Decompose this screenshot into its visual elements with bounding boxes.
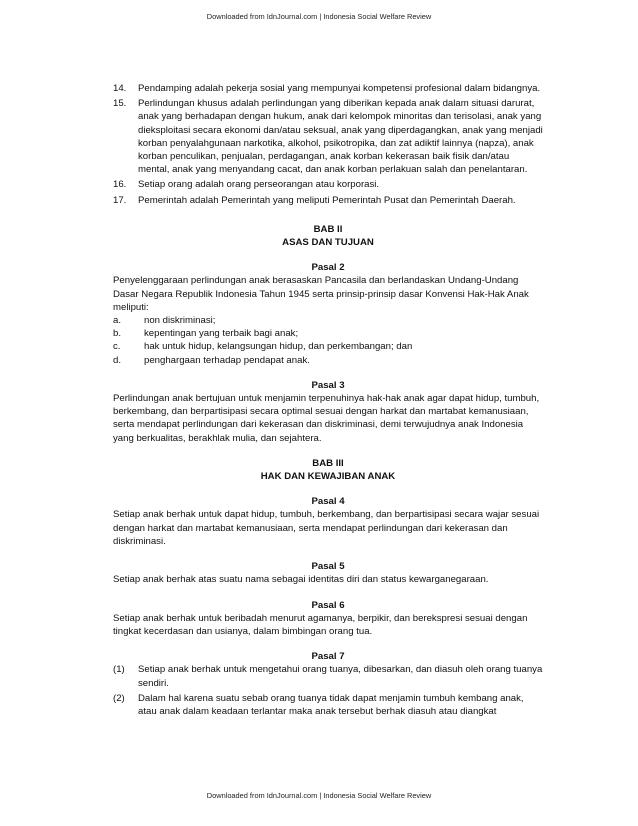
article-title: Pasal 6 — [311, 599, 345, 611]
article-title: Pasal 2 — [311, 262, 345, 274]
chapter-subtitle: ASAS DAN TUJUAN — [282, 237, 374, 249]
definition-text: Perlindungan khusus adalah perlindungan yang diberikan kepada anak dalam situasi darurat, anak yang berhadapan dengan hukum, anak dari kelompok minoritas dan terisolasi, anak yang dieksploitasi secara ekonomi dan/atau seksual, anak yang diperdagangkan, anak yang menjadi korban penyalahgunaan narkotika, alkohol, psikotropika, dan zat adiktif lainnya (napza), anak korban penculikan, penjualan, perdagangan, anak korban kekerasan baik fisik dan/atau mental, anak yang menyandang cacat, dan anak korban perlakuan salah dan penelantaran. — [138, 98, 543, 176]
definition-number: 15. — [113, 98, 127, 110]
definition-number: 16. — [113, 179, 127, 191]
clause-text: Setiap anak berhak untuk mengetahui orang tuanya, dibesarkan, dan diasuh oleh orang tuanya sendiri. — [138, 664, 543, 689]
article-text: Setiap anak berhak atas suatu nama sebagai identitas diri dan status kewarganegaraan. — [113, 574, 489, 586]
list-item-letter: d. — [113, 354, 122, 366]
definition-item — [113, 97, 543, 176]
definition-text: Setiap orang adalah orang perseorangan atau korporasi. — [138, 179, 380, 191]
page-footer: Downloaded from IdnJournal.com | Indonesia Social Welfare Review — [206, 791, 432, 800]
article-title: Pasal 5 — [311, 561, 345, 573]
article-title: Pasal 7 — [311, 651, 345, 663]
list-item — [113, 340, 543, 353]
article-text: Setiap anak berhak untuk beribadah menurut agamanya, berpikir, dan berekspresi sesuai dengan tingkat kecerdasan dan usianya, dalam bimbingan orang tua. — [113, 612, 528, 637]
list-item-letter: a. — [113, 315, 122, 327]
clause-text: Dalam hal karena suatu sebab orang tuanya tidak dapat menjamin tumbuh kembang anak, atau anak dalam keadaan terlantar maka anak tersebut berhak diasuh atau diangkat — [138, 692, 524, 717]
article-text: Penyelenggaraan perlindungan anak berasaskan Pancasila dan berlandaskan Undang-Undang Dasar Negara Republik Indonesia Tahun 1945 serta prinsip-prinsip dasar Konvensi Hak-Hak Anak meliputi: — [113, 275, 529, 313]
article-text: Setiap anak berhak untuk dapat hidup, tumbuh, berkembang, dan berpartisipasi secara wajar sesuai dengan harkat dan martabat kemanusiaan, serta mendapat perlindungan dari kekerasan dan diskriminasi. — [113, 509, 540, 547]
article-text: Perlindungan anak bertujuan untuk menjamin terpenuhinya hak-hak anak agar dapat hidup, tumbuh, berkembang, dan berpartisipasi secara optimal sesuai dengan harkat dan martabat kemanusiaan, serta mendapat perlindungan dari kekerasan dan diskriminasi, demi terwujudnya anak Indonesia yang berkualitas, berakhlak mulia, dan sejahtera. — [113, 393, 540, 444]
clause-item — [113, 692, 543, 718]
definition-number: 14. — [113, 83, 127, 94]
list-item-text: non diskriminasi; — [144, 315, 216, 327]
chapter-subtitle: HAK DAN KEWAJIBAN ANAK — [260, 471, 396, 483]
definition-item — [113, 194, 543, 207]
list-item-letter: c. — [113, 341, 121, 353]
chapter-title: BAB II — [313, 223, 343, 235]
article-title: Pasal 3 — [311, 379, 345, 391]
list-item-text: kepentingan yang terbaik bagi anak; — [144, 328, 299, 340]
definition-item — [113, 82, 543, 95]
definition-text: Pemerintah adalah Pemerintah yang meliputi Pemerintah Pusat dan Pemerintah Daerah. — [138, 194, 516, 206]
definition-text: Pendamping adalah pekerja sosial yang mempunyai kompetensi profesional dalam bidangnya. — [138, 83, 541, 94]
list-item — [113, 314, 543, 327]
document-body — [113, 82, 543, 720]
list-item — [113, 327, 543, 340]
article-title: Pasal 4 — [311, 496, 345, 508]
clause-number: (1) — [113, 664, 125, 676]
definition-item — [113, 178, 543, 191]
list-item-letter: b. — [113, 328, 122, 340]
list-item — [113, 354, 543, 367]
page-header: Downloaded from IdnJournal.com | Indonesia Social Welfare Review — [206, 12, 432, 21]
chapter-title: BAB III — [312, 457, 344, 469]
definition-number: 17. — [113, 194, 127, 206]
clause-item — [113, 663, 543, 689]
list-item-text: penghargaan terhadap pendapat anak. — [144, 354, 310, 366]
list-item-text: hak untuk hidup, kelangsungan hidup, dan perkembangan; dan — [144, 341, 413, 353]
clause-number: (2) — [113, 692, 125, 704]
